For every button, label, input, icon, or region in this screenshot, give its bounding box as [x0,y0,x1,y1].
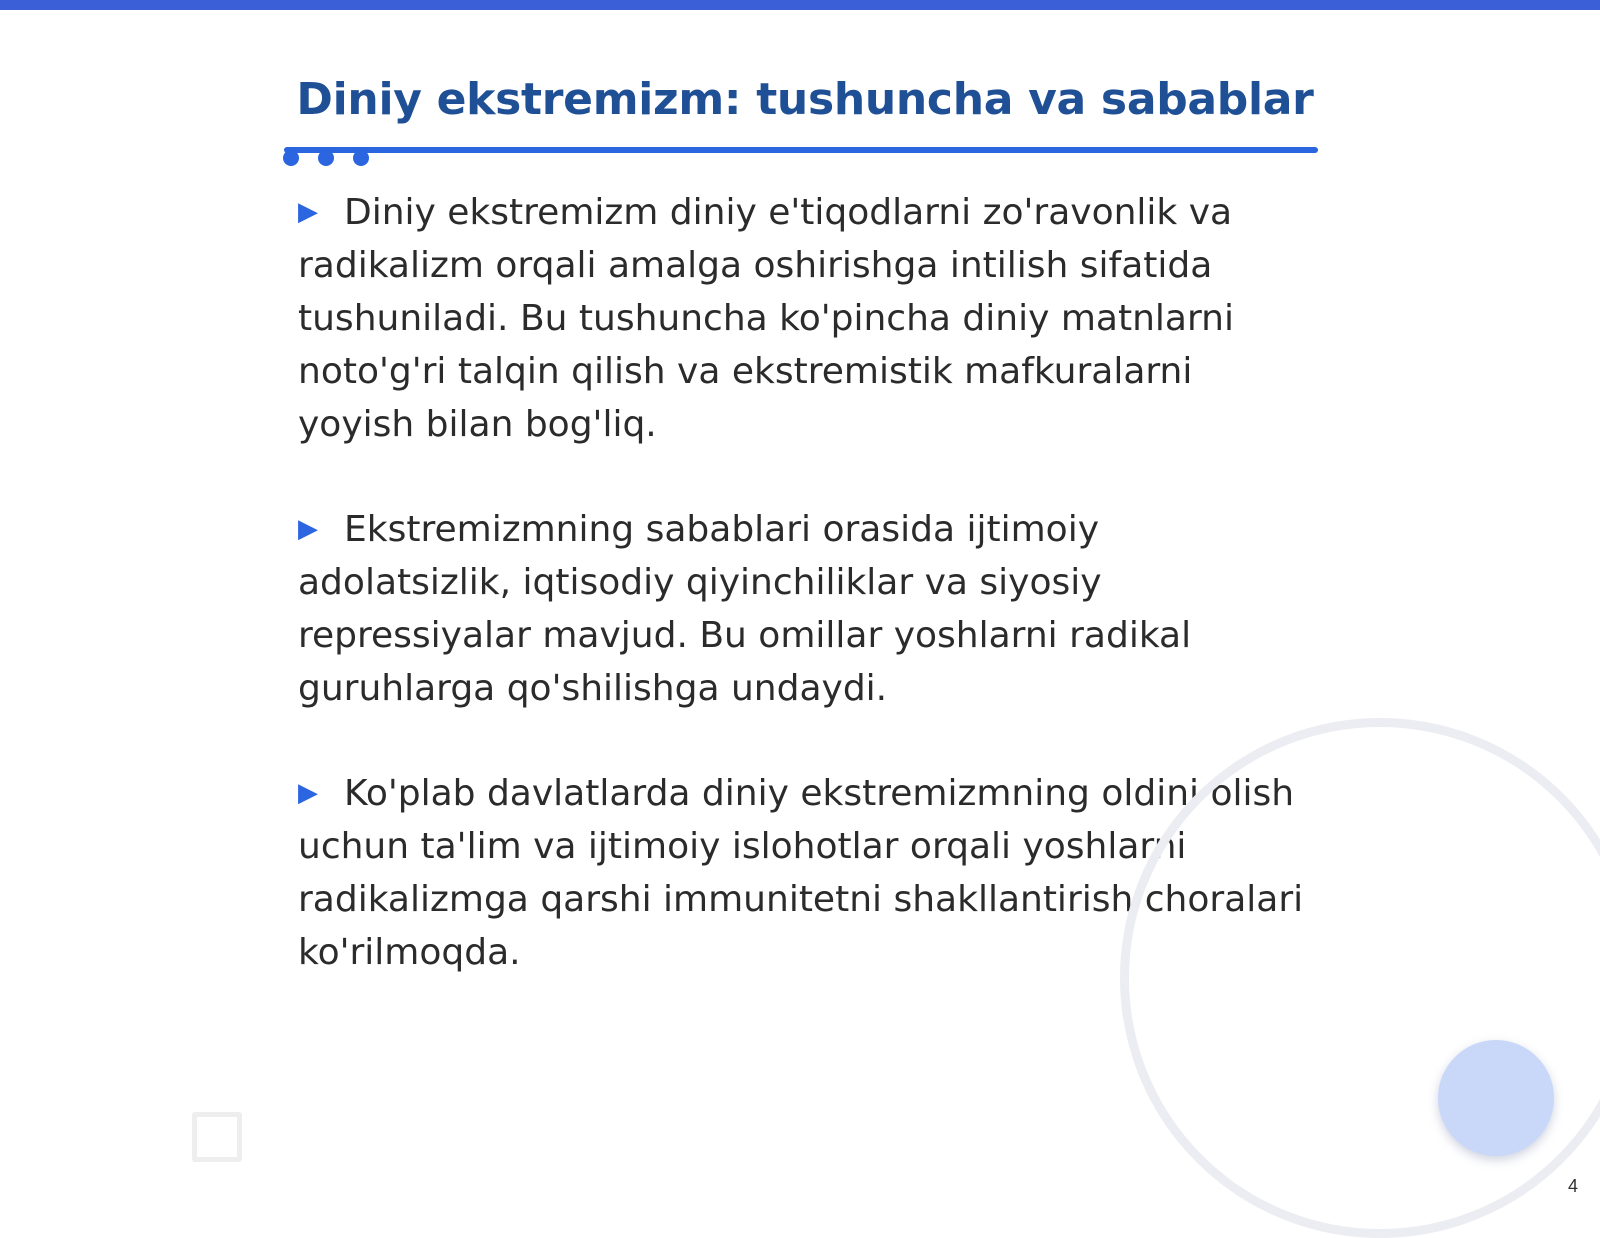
bullet-arrow-icon: ▶ [298,778,318,808]
top-accent-bar [0,0,1600,10]
decorative-dot-3 [353,150,369,166]
bullet-item-1 [298,186,1318,451]
slide-title: Diniy ekstremizm: tushuncha va sabablar [296,74,1314,125]
title-underline [284,147,1318,153]
bullet-arrow-icon: ▶ [298,197,318,227]
bullet-text-2: Ekstremizmning sabablari orasida ijtimoiy adolatsizlik, iqtisodiy qiyinchiliklar va siyosiy repressiyalar mavjud. Bu omillar yoshlarni radikal guruhlarga qo'shilishga undaydi. [298,509,1192,709]
decorative-circle [1438,1040,1554,1156]
bullet-text-1: Diniy ekstremizm diniy e'tiqodlarni zo'ravonlik va radikalizm orqali amalga oshirishga intilish sifatida tushuniladi. Bu tushuncha ko'pincha diniy matnlarni noto'g'ri talqin qilish va ekstremistik mafkuralarni yoyish bilan bog'liq. [298,192,1234,445]
bullet-arrow-icon: ▶ [298,514,318,544]
decorative-dot-1 [283,150,299,166]
page-number: 4 [1567,1176,1578,1196]
bullet-item-2 [298,503,1318,715]
decorative-dot-2 [318,150,334,166]
decorative-square [192,1112,242,1162]
bullet-text-3: Ko'plab davlatlarda diniy ekstremizmning oldini olish uchun ta'lim va ijtimoiy islohotlar orqali yoshlarni radikalizmga qarshi immunitetni shakllantirish choralari ko'rilmoqda. [298,773,1304,973]
